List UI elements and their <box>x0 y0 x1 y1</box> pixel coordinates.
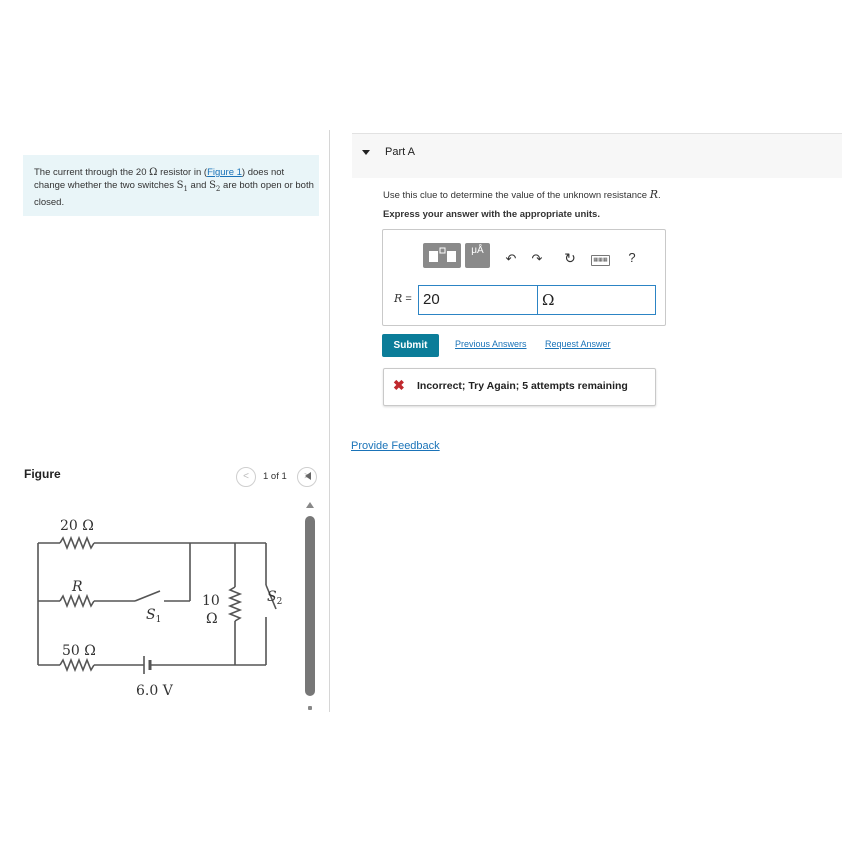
undo-icon[interactable]: ↶ <box>505 251 517 266</box>
keyboard-icon[interactable]: ▦▦▦ <box>591 255 610 266</box>
label-voltage: 6.0 V <box>136 683 173 699</box>
template-icon <box>423 243 461 268</box>
circuit-diagram <box>30 505 283 705</box>
reset-icon[interactable]: ↻ <box>564 250 576 266</box>
figure-counter: 1 of 1 <box>263 471 287 482</box>
unit-input[interactable]: Ω <box>537 285 656 315</box>
units-button[interactable]: μÅ <box>465 243 490 268</box>
panel-divider <box>329 130 330 712</box>
value-input[interactable]: 20 <box>418 285 538 315</box>
scroll-left-arrow-icon[interactable] <box>305 472 311 480</box>
part-a-header[interactable] <box>352 133 842 178</box>
scroll-up-arrow-icon[interactable] <box>306 502 314 508</box>
label-r: R <box>72 579 83 595</box>
label-10: 10 <box>202 593 220 609</box>
label-10-ohm-unit: Ω <box>206 611 218 627</box>
redo-icon[interactable]: ↷ <box>531 251 543 266</box>
submit-button[interactable]: Submit <box>382 334 439 357</box>
template-button[interactable] <box>423 243 461 268</box>
previous-figure-button[interactable]: < <box>236 467 256 487</box>
label-s1: $S_1$ <box>146 607 162 625</box>
feedback-message: Incorrect; Try Again; 5 attempts remaining <box>417 380 628 392</box>
label-50-ohm: 50 Ω <box>62 643 96 659</box>
next-figure-button[interactable]: > <box>297 467 317 487</box>
part-a-title: Part A <box>385 146 415 158</box>
problem-statement: The current through the 20 Ω resistor in (Figure 1) does not change whether the two switches $S_1$ and $S_2$ are both open or both closed. <box>34 167 314 208</box>
scroll-down-arrow-icon[interactable] <box>308 706 312 710</box>
collapse-triangle-icon[interactable] <box>362 150 370 155</box>
answer-variable-label: R = <box>394 292 412 305</box>
previous-answers-link[interactable]: Previous Answers <box>455 339 527 349</box>
figure-title: Figure <box>24 467 61 481</box>
label-20-ohm: 20 Ω <box>60 518 94 534</box>
units-instruction: Express your answer with the appropriate units. <box>383 209 600 220</box>
incorrect-icon: ✖ <box>393 377 405 393</box>
figure-link[interactable]: Figure 1 <box>207 167 242 178</box>
provide-feedback-link[interactable]: Provide Feedback <box>351 440 440 452</box>
request-answer-link[interactable]: Request Answer <box>545 339 611 349</box>
battery-symbol <box>144 656 150 674</box>
question-instruction: Use this clue to determine the value of the unknown resistance R. <box>383 188 661 201</box>
label-s2: $S_2$ <box>267 589 283 607</box>
scrollbar-thumb[interactable] <box>305 516 315 696</box>
help-icon[interactable]: ? <box>628 250 636 265</box>
